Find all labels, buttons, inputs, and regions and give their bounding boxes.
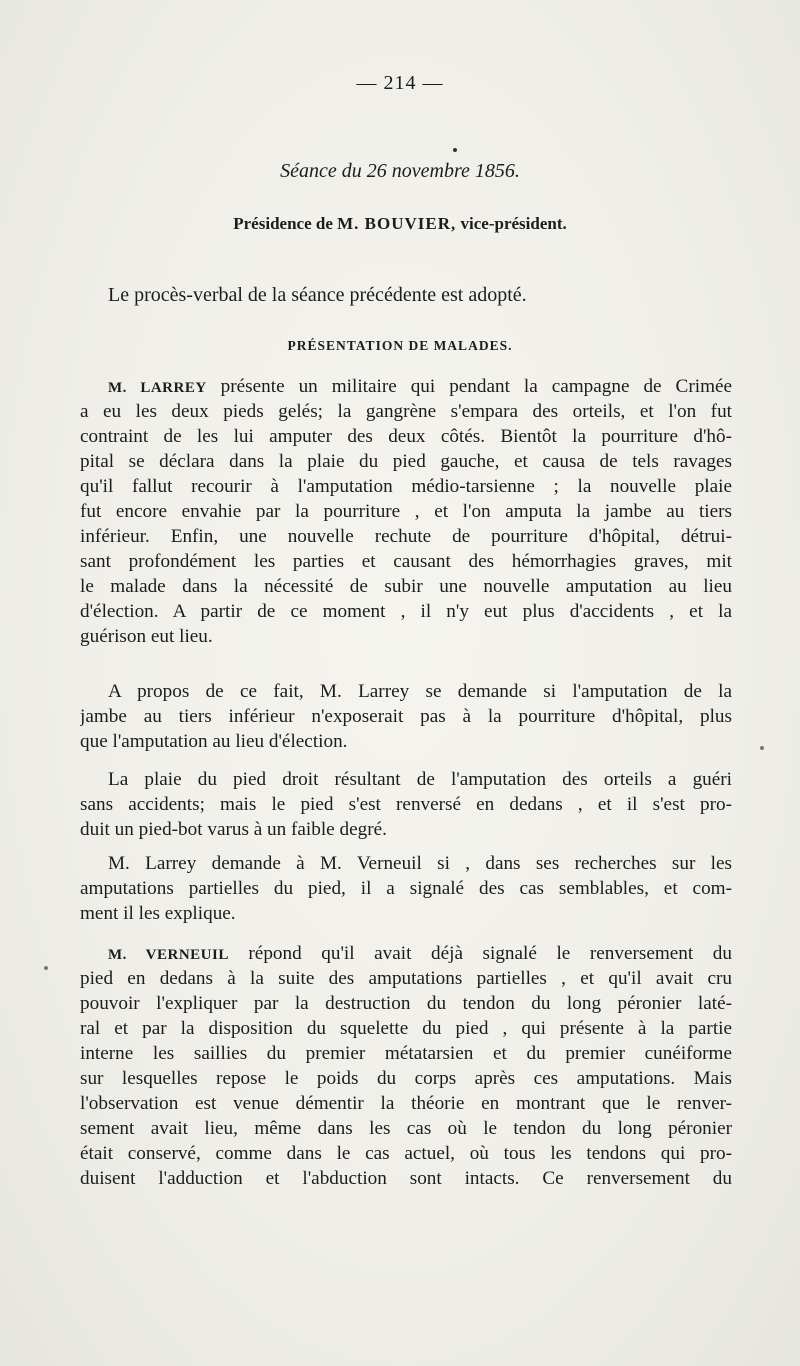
ink-speck bbox=[453, 148, 457, 152]
presidency-prefix: Présidence de bbox=[233, 214, 333, 233]
text-line: M. LARREY présente un militaire qui pendant la campagne de Crimée bbox=[108, 376, 732, 397]
text-line: qu'il fallut recourir à l'amputation médio-tarsienne ; la nouvelle plaie bbox=[80, 476, 732, 497]
presidency-suffix: vice-président. bbox=[460, 214, 567, 233]
text-line: sur lesquelles repose le poids du corps après ces amputations. Mais bbox=[80, 1068, 732, 1089]
minutes-note: Le procès-verbal de la séance précédente est adopté. bbox=[108, 284, 527, 306]
text-line: M. Larrey demande à M. Verneuil si , dans ses recherches sur les bbox=[108, 853, 732, 874]
text-line: amputations partielles du pied, il a signalé des cas semblables, et com- bbox=[80, 878, 732, 899]
text-line: fut encore envahie par la pourriture , et l'on amputa la jambe au tiers bbox=[80, 501, 732, 522]
ink-speck bbox=[44, 966, 48, 970]
text-line: duit un pied-bot varus à un faible degré. bbox=[80, 819, 387, 840]
text-line: ment il les explique. bbox=[80, 903, 236, 924]
text-line: M. VERNEUIL répond qu'il avait déjà signalé le renversement du bbox=[108, 943, 732, 964]
text-line: l'observation est venue démentir la théorie en montrant que le renver- bbox=[80, 1093, 732, 1114]
text-line: le malade dans la nécessité de subir une nouvelle amputation au lieu bbox=[80, 576, 732, 597]
text-line: La plaie du pied droit résultant de l'amputation des orteils a guéri bbox=[108, 769, 732, 790]
page-number: — 214 — bbox=[356, 72, 444, 94]
paragraph-larrey-presentation bbox=[80, 374, 732, 649]
text-line: d'élection. A partir de ce moment , il n'y eut plus d'accidents , et la bbox=[80, 601, 732, 622]
section-heading: PRÉSENTATION DE MALADES. bbox=[287, 338, 513, 353]
text-line: sant profondément les parties et causant des hémorrhagies graves, mit bbox=[80, 551, 732, 572]
text-line: pital se déclara dans la plaie du pied gauche, et causa de tels ravages bbox=[80, 451, 732, 472]
text-line: inférieur. Enfin, une nouvelle rechute de pourriture d'hôpital, détrui- bbox=[80, 526, 732, 547]
text-line: que l'amputation au lieu d'élection. bbox=[80, 731, 348, 752]
paragraph-question-verneuil bbox=[80, 851, 732, 926]
text-line: pouvoir l'expliquer par la destruction du tendon du long péronier laté- bbox=[80, 993, 732, 1014]
text-line: interne les saillies du premier métatarsien et du premier cunéiforme bbox=[80, 1043, 732, 1064]
presidency-line bbox=[0, 214, 800, 234]
speaker-name: M. LARREY bbox=[108, 380, 207, 396]
ink-speck bbox=[760, 746, 764, 750]
text-line: jambe au tiers inférieur n'exposerait pas à la pourriture d'hôpital, plus bbox=[80, 706, 732, 727]
text-line: sement avait lieu, même dans les cas où le tendon du long péronier bbox=[80, 1118, 732, 1139]
speaker-name: M. VERNEUIL bbox=[108, 947, 229, 963]
text-line: ral et par la disposition du squelette du pied , qui présente à la partie bbox=[80, 1018, 732, 1039]
president-name: M. BOUVIER, bbox=[337, 214, 457, 233]
text-line: A propos de ce fait, M. Larrey se demande si l'amputation de la bbox=[108, 681, 732, 702]
text-line: duisent l'adduction et l'abduction sont intacts. Ce renversement du bbox=[80, 1168, 732, 1189]
paragraph-right-foot bbox=[80, 767, 732, 842]
paragraph-larrey-question bbox=[80, 679, 732, 754]
text-line: pied en dedans à la suite des amputations partielles , et qu'il avait cru bbox=[80, 968, 732, 989]
paragraph-verneuil-reply bbox=[80, 941, 732, 1191]
session-date: Séance du 26 novembre 1856. bbox=[280, 160, 520, 182]
text-line: était conservé, comme dans le cas actuel, où tous les tendons qui pro- bbox=[80, 1143, 732, 1164]
text-line: sans accidents; mais le pied s'est renversé en dedans , et il s'est pro- bbox=[80, 794, 732, 815]
text-line: contraint de les lui amputer des deux côtés. Bientôt la pourriture d'hô- bbox=[80, 426, 732, 447]
text-line: a eu les deux pieds gelés; la gangrène s'empara des orteils, et l'on fut bbox=[80, 401, 732, 422]
text-line: guérison eut lieu. bbox=[80, 626, 213, 647]
